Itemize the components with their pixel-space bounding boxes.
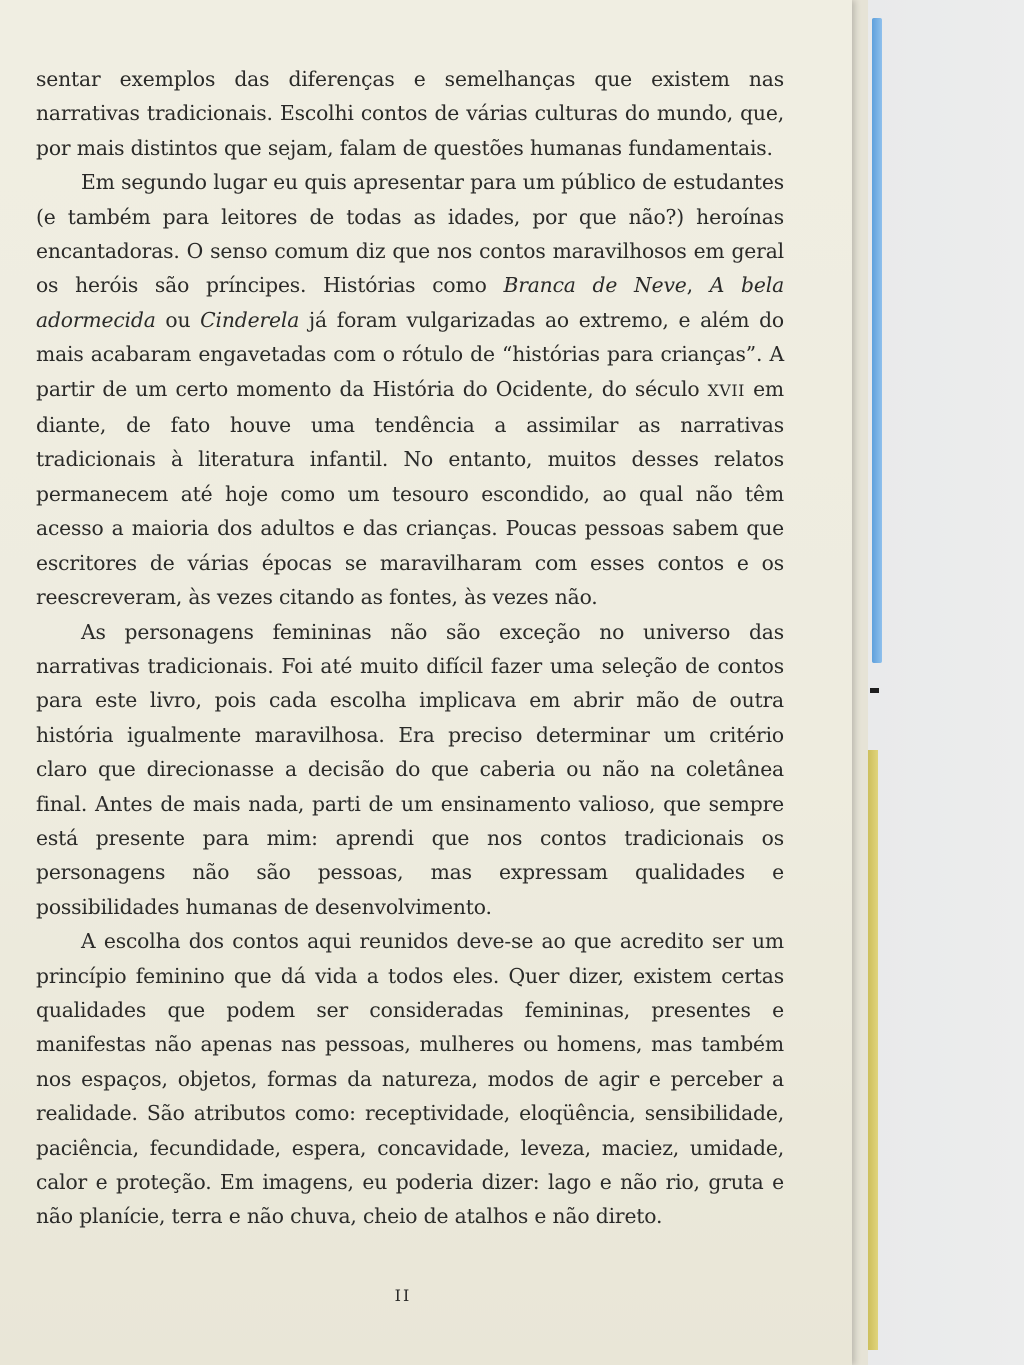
paragraph-2-text-after: em diante, de fato houve uma tendência a assimilar as narrativas tradicionais à literatura infantil. No entanto, muitos desses relatos permanecem até hoje como um tesouro escondido, ao qual não têm acesso a maioria dos adultos e das crianças. Poucas pessoas sabem que escritores de várias épocas se maravilharam com esses contos e os reescreveram, às vezes citando as fontes, às vezes não. — [36, 376, 784, 610]
title-a-bela-adormecida: A bela adormecida — [36, 273, 785, 332]
century-numeral: XVII — [707, 380, 745, 400]
paragraph-3: As personagens femininas não são exceção no universo das narrativas tradicionais. Foi até muito difícil fazer uma seleção de contos para este livro, pois cada escolha implicava em abrir mão de outra história igualmente maravilhosa. Era preciso determinar um critério claro que direcionasse a decisão do que caberia ou não na coletânea final. Antes de mais nada, parti de um ensinamento valioso, que sempre está presente para mim: aprendi que nos contos tradicionais os personagens não são pessoas, mas expressam qualidades e possibilidades humanas de desenvolvimento. — [36, 619, 784, 919]
separator-comma: , — [686, 273, 710, 298]
blue-page-edge — [872, 18, 882, 663]
page-edge-mark — [870, 688, 879, 693]
paragraph-2-text-before: Em segundo lugar eu quis apresentar para um público de estudantes (e também para leitores de todas as idades, por que não?) heroínas encantadoras. O senso comum diz que nos contos maravilhosos em geral os heróis são príncipes. Histórias como — [36, 170, 784, 298]
paragraph-2-text-mid: já foram vulgarizadas ao extremo, e além do mais acabaram engavetadas com o rótulo de “histórias para crianças”. A partir de um certo momento da História do Ocidente, do século — [36, 307, 784, 401]
page-number: II — [394, 1286, 412, 1305]
separator-ou: ou — [155, 307, 201, 332]
paragraph-1: sentar exemplos das diferenças e semelhanças que existem nas narrativas tradicionais. Escolhi contos de várias culturas do mundo, que, por mais distintos que sejam, falam de questões humanas fundamentais. — [36, 67, 784, 160]
paragraph-2 — [36, 165, 784, 614]
page-body-text — [36, 62, 784, 1234]
yellow-page-edge — [868, 750, 878, 1350]
title-branca-de-neve: Branca de Neve — [503, 273, 687, 298]
title-cinderela: Cinderela — [200, 307, 300, 332]
paragraph-4: A escolha dos contos aqui reunidos deve-se ao que acredito ser um princípio feminino que dá vida a todos eles. Quer dizer, existem certas qualidades que podem ser consideradas femininas, presentes e manifestas não apenas nas pessoas, mulheres ou homens, mas também nos espaços, objetos, formas da natureza, modos de agir e perceber a realidade. São atributos como: receptividade, eloqüência, sensibilidade, paciência, fecundidade, espera, concavidade, leveza, maciez, umidade, calor e proteção. Em imagens, eu poderia dizer: lago e não rio, gruta e não planície, terra e não chuva, cheio de atalhos e não direto. — [36, 929, 784, 1229]
